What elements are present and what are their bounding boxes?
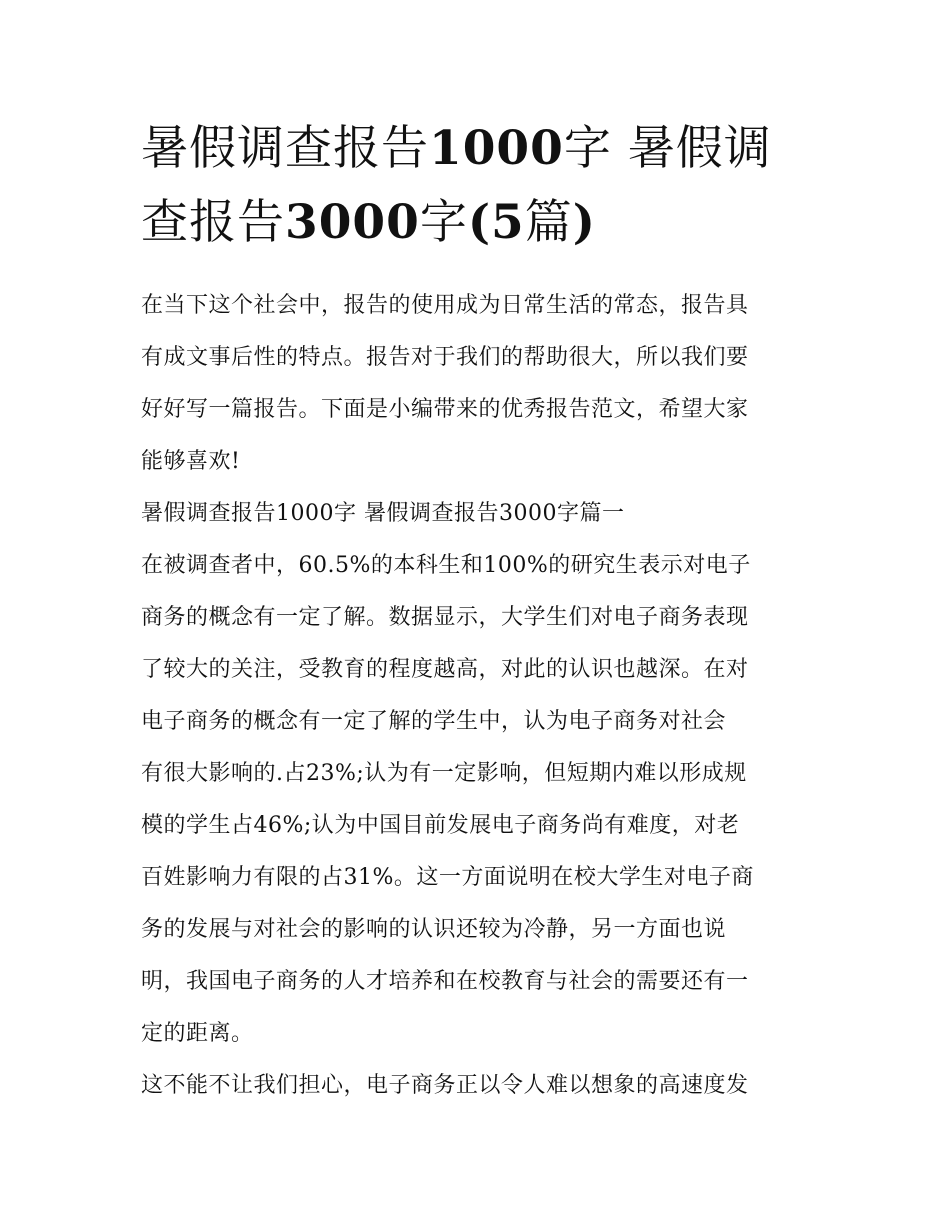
document-title <box>141 112 813 260</box>
text-line: 电子商务的概念有一定了解的学生中，认为电子商务对社会 <box>141 709 727 734</box>
text-line: 有很大影响的.占23%;认为有一定影响，但短期内难以形成规 <box>141 761 747 786</box>
document-content <box>141 112 813 1112</box>
text-line: 好好写一篇报告。下面是小编带来的优秀报告范文，希望大家 <box>141 397 749 422</box>
text-line: 这不能不让我们担心，电子商务正以令人难以想象的高速度发 <box>141 1073 749 1098</box>
body-paragraph <box>141 540 813 1060</box>
text-line: 定的距离。 <box>141 1021 254 1046</box>
text-line: 在当下这个社会中，报告的使用成为日常生活的常态，报告具 <box>141 293 749 318</box>
body-paragraph <box>141 1060 813 1112</box>
title-line: 查报告3000字(5篇) <box>141 195 597 250</box>
text-line: 务的发展与对社会的影响的认识还较为冷静，另一方面也说 <box>141 917 727 942</box>
text-line: 暑假调查报告1000字 暑假调查报告3000字篇一 <box>141 501 625 526</box>
section-heading <box>141 488 813 540</box>
text-line: 了较大的关注，受教育的程度越高，对此的认识也越深。在对 <box>141 657 749 682</box>
text-line: 有成文事后性的特点。报告对于我们的帮助很大，所以我们要 <box>141 345 749 370</box>
text-line: 商务的概念有一定了解。数据显示，大学生们对电子商务表现 <box>141 605 749 630</box>
text-line: 模的学生占46%;认为中国目前发展电子商务尚有难度，对老 <box>141 813 740 838</box>
text-line: 明，我国电子商务的人才培养和在校教育与社会的需要还有一 <box>141 969 749 994</box>
title-line: 暑假调查报告1000字 暑假调 <box>141 121 772 176</box>
intro-paragraph <box>141 280 813 488</box>
text-line: 能够喜欢! <box>141 449 241 474</box>
text-line: 百姓影响力有限的占31%。这一方面说明在校大学生对电子商 <box>141 865 754 890</box>
text-line: 在被调查者中，60.5%的本科生和100%的研究生表示对电子 <box>141 553 751 578</box>
